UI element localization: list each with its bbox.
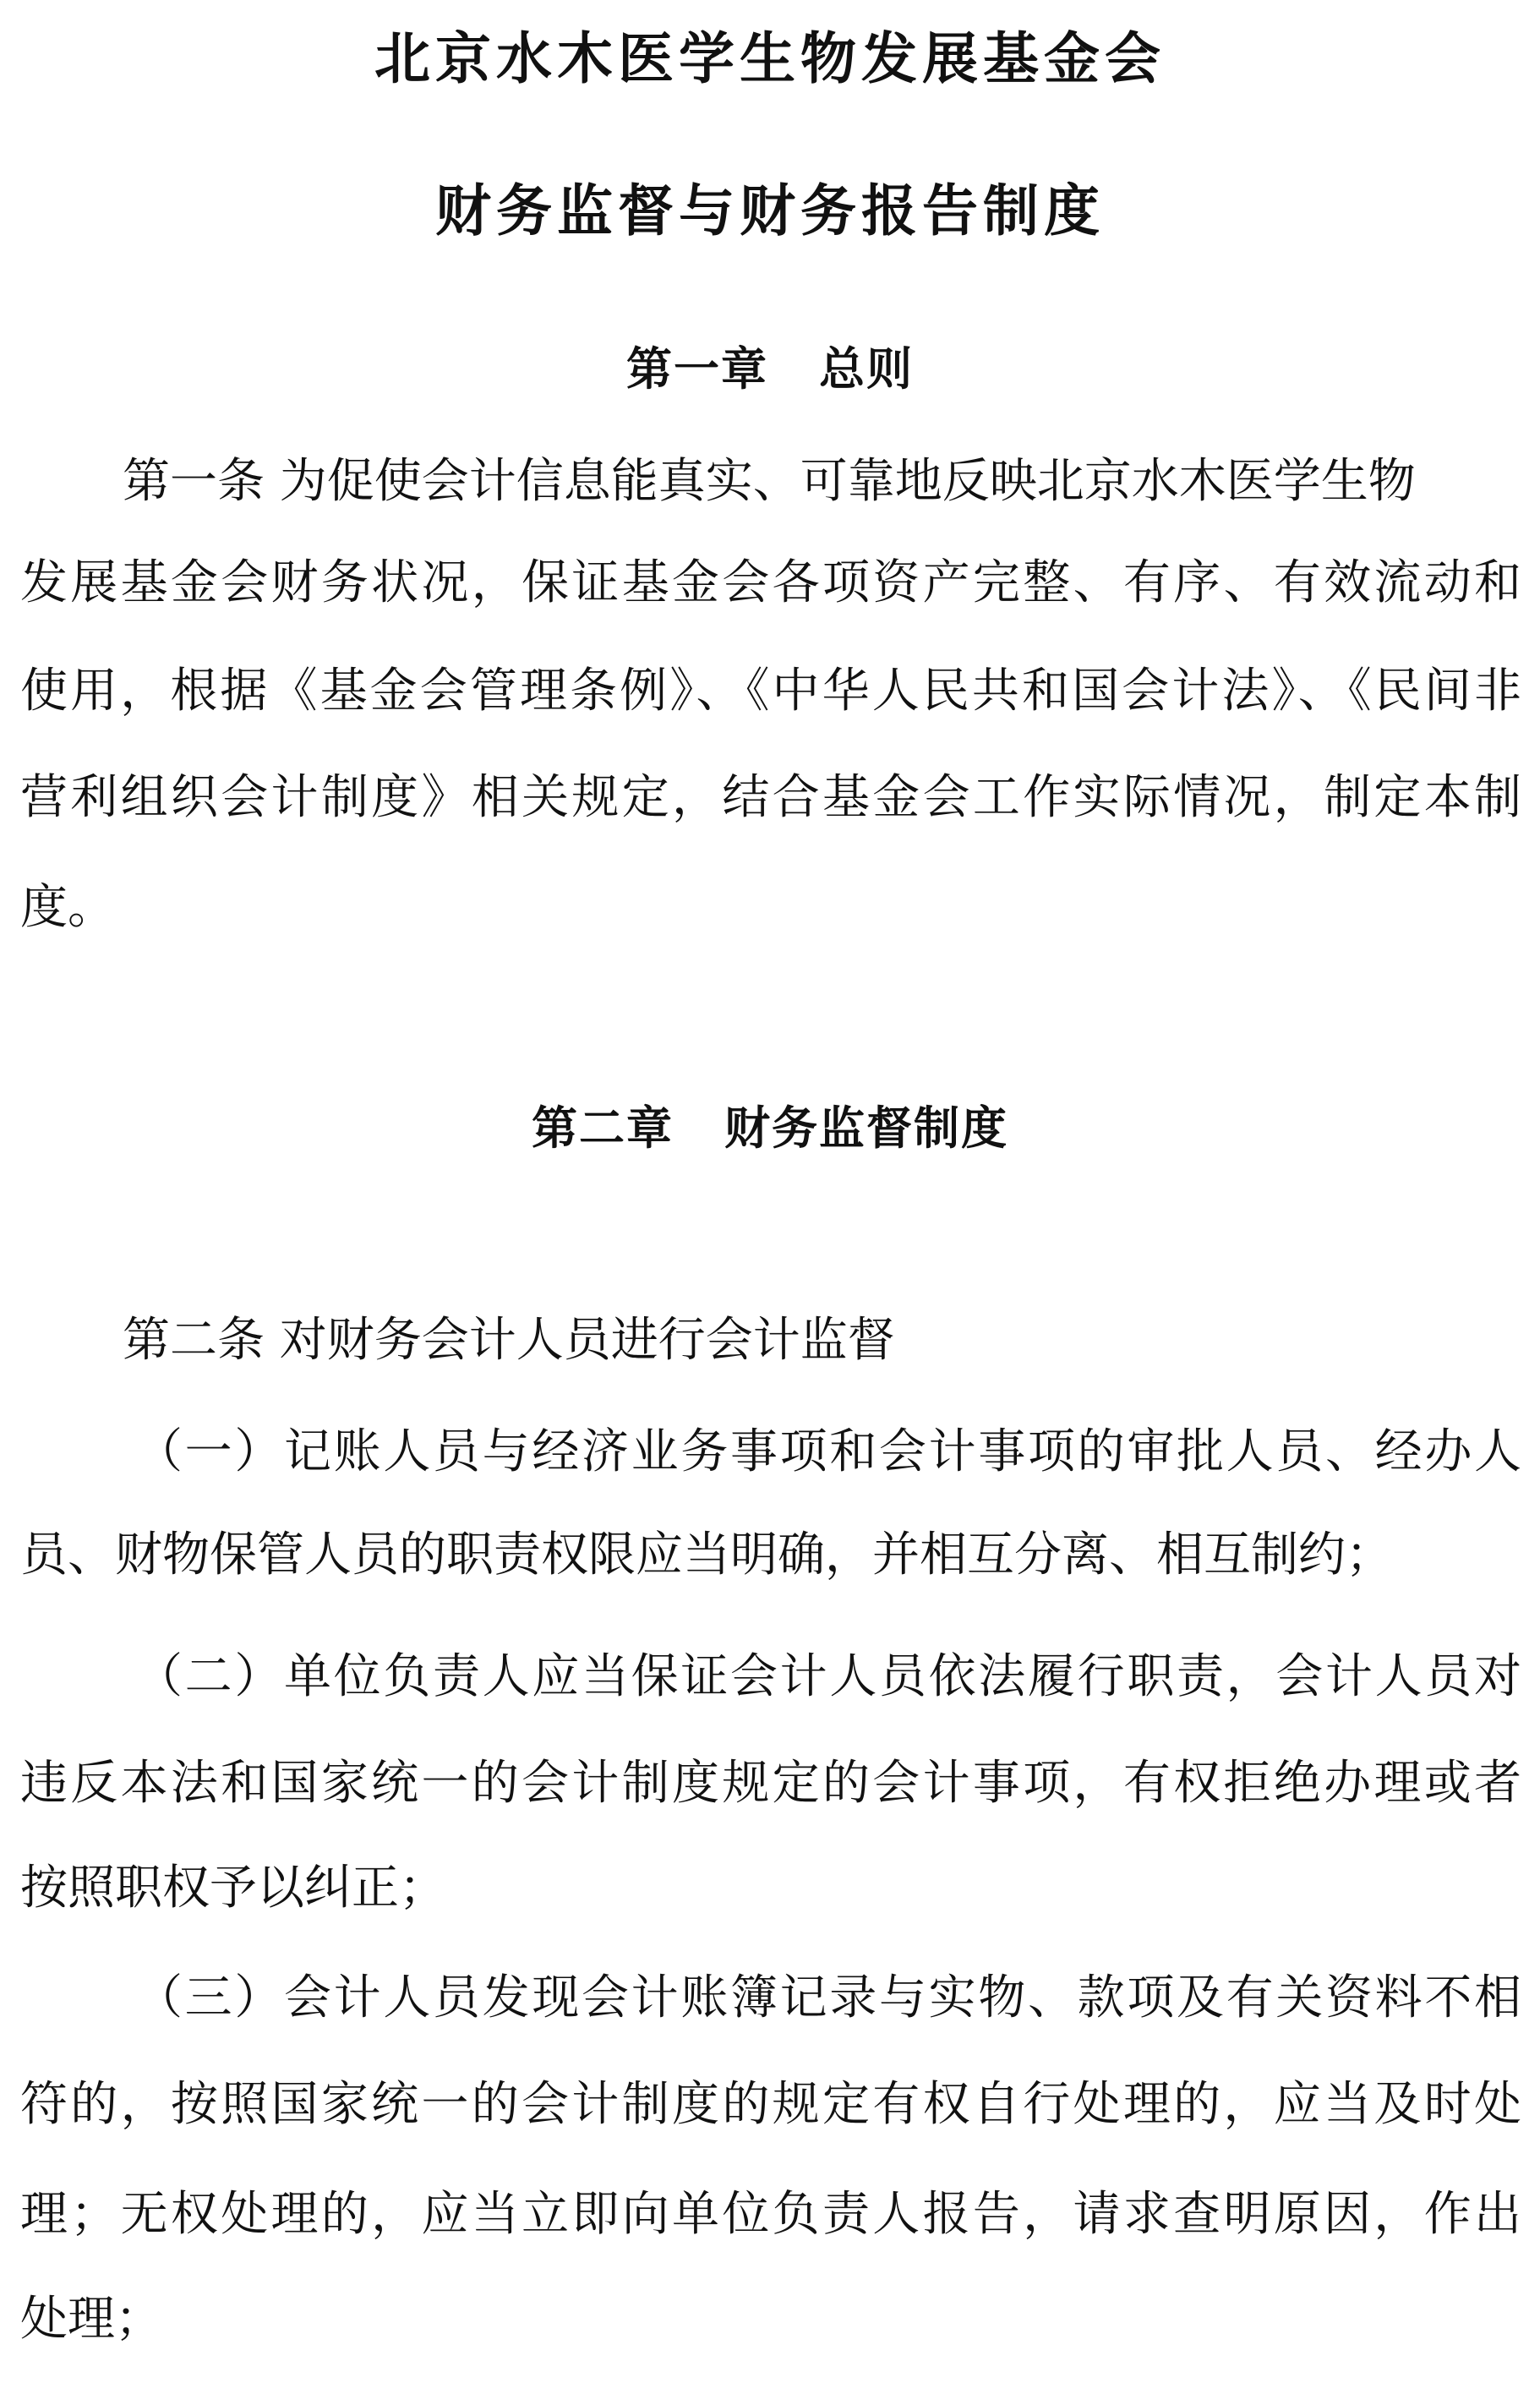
- chapter-1-heading: [0, 342, 1540, 396]
- article-2-item-1-line-2: 员、财物保管人员的职责权限应当明确，并相互分离、相互制约；: [20, 1528, 1393, 1582]
- article-2-item-3-line-2: 符的，按照国家统一的会计制度的规定有权自行处理的，应当及时处: [20, 2077, 1521, 2132]
- article-2-heading-line: 第二条 对财务会计人员进行会计监督: [123, 1313, 895, 1368]
- article-2-item-2-line-3: 按照职权予以纠正；: [20, 1861, 446, 1916]
- article-1-line-3: 使用，根据《基金会管理条例》、《中华人民共和国会计法》、《民间非: [20, 664, 1521, 719]
- chapter-2-heading: [0, 1101, 1540, 1156]
- article-1-line-5: 度。: [20, 880, 115, 935]
- article-1-line-1: 第一条 为促使会计信息能真实、可靠地反映北京水木医学生物: [123, 454, 1416, 509]
- document-title-organization: 北京水木医学生物发展基金会: [374, 25, 1166, 91]
- article-2-item-2-line-1: （二）单位负责人应当保证会计人员依法履行职责，会计人员对: [135, 1649, 1521, 1704]
- article-2-item-3-line-1: （三）会计人员发现会计账簿记录与实物、款项及有关资料不相: [135, 1970, 1521, 2025]
- article-2-item-3-line-3: 理；无权处理的，应当立即向单位负责人报告，请求查明原因，作出: [20, 2187, 1521, 2242]
- chapter-2-number: 第二章: [532, 1101, 674, 1155]
- chapter-2-name: 财务监督制度: [724, 1101, 1008, 1155]
- article-2-item-1-line-1: （一）记账人员与经济业务事项和会计事项的审批人员、经办人: [135, 1424, 1521, 1479]
- article-2-item-3-line-4: 处理；: [20, 2292, 162, 2347]
- article-1-line-2: 发展基金会财务状况，保证基金会各项资产完整、有序、有效流动和: [20, 555, 1521, 610]
- document-title-regulation: 财务监督与财务报告制度: [435, 178, 1105, 243]
- article-1-line-4: 营利组织会计制度》相关规定，结合基金会工作实际情况，制定本制: [20, 770, 1521, 825]
- article-2-item-2-line-2: 违反本法和国家统一的会计制度规定的会计事项，有权拒绝办理或者: [20, 1756, 1521, 1811]
- chapter-1-name: 总则: [819, 342, 914, 396]
- chapter-1-number: 第一章: [626, 342, 768, 396]
